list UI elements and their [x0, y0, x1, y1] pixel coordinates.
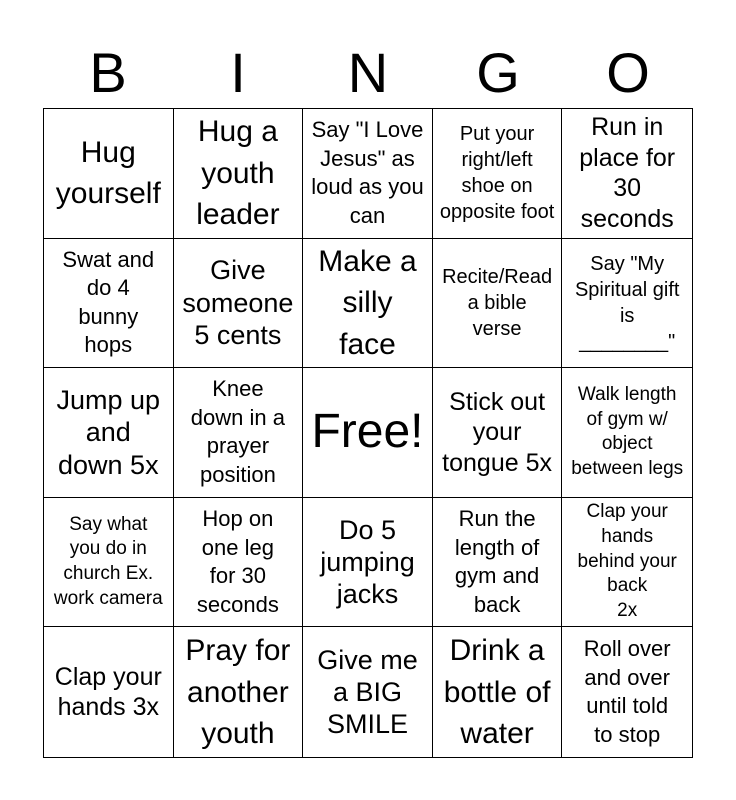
bingo-cell-r5c4[interactable]: Drink a bottle of water — [433, 627, 563, 757]
bingo-cell-r5c3[interactable]: Give me a BIG SMILE — [303, 627, 433, 757]
bingo-cell-r1c5[interactable]: Run in place for 30 seconds — [562, 109, 692, 239]
bingo-cell-free[interactable]: Free! — [303, 368, 433, 498]
bingo-cell-r1c3[interactable]: Say "I Love Jesus" as loud as you can — [303, 109, 433, 239]
bingo-cell-r2c5[interactable]: Say "My Spiritual gift is ________" — [562, 239, 692, 369]
bingo-cell-r2c1[interactable]: Swat and do 4 bunny hops — [44, 239, 174, 369]
bingo-cell-r4c5[interactable]: Clap your hands behind your back 2x — [562, 498, 692, 628]
bingo-cell-r2c2[interactable]: Give someone 5 cents — [174, 239, 304, 369]
bingo-cell-r4c2[interactable]: Hop on one leg for 30 seconds — [174, 498, 304, 628]
bingo-cell-r2c4[interactable]: Recite/Read a bible verse — [433, 239, 563, 369]
header-letter-n: N — [347, 41, 389, 104]
bingo-board — [43, 108, 693, 758]
bingo-header — [43, 40, 693, 106]
bingo-cell-r3c5[interactable]: Walk length of gym w/ object between legs — [562, 368, 692, 498]
bingo-cell-r5c5[interactable]: Roll over and over until told to stop — [583, 636, 671, 747]
header-letter-o: O — [606, 41, 650, 104]
bingo-cell-r1c4[interactable]: Put your right/left shoe on opposite foot — [433, 109, 563, 239]
bingo-cell-r4c1[interactable]: Say what you do in church Ex. work camera — [44, 498, 174, 628]
bingo-cell-r1c1[interactable]: Hug yourself — [44, 109, 174, 239]
bingo-cell-r1c2[interactable]: Hug a youth leader — [174, 109, 304, 239]
bingo-cell-r4c3[interactable]: Do 5 jumping jacks — [303, 498, 433, 628]
header-letter-i: I — [230, 41, 246, 104]
bingo-cell-r3c4[interactable]: Stick out your tongue 5x — [433, 368, 563, 498]
header-letter-g: G — [476, 41, 520, 104]
header-letter-b: B — [89, 41, 127, 104]
bingo-cell-r4c4[interactable]: Run the length of gym and back — [433, 498, 563, 628]
bingo-cell-r2c3[interactable]: Make a silly face — [303, 239, 433, 369]
bingo-cell-r5c1[interactable]: Clap your hands 3x — [44, 627, 174, 757]
bingo-cell-r3c2[interactable]: Knee down in a prayer position — [174, 368, 304, 498]
bingo-cell-r3c1[interactable]: Jump up and down 5x — [44, 368, 174, 498]
bingo-cell-r5c2[interactable]: Pray for another youth — [174, 627, 304, 757]
